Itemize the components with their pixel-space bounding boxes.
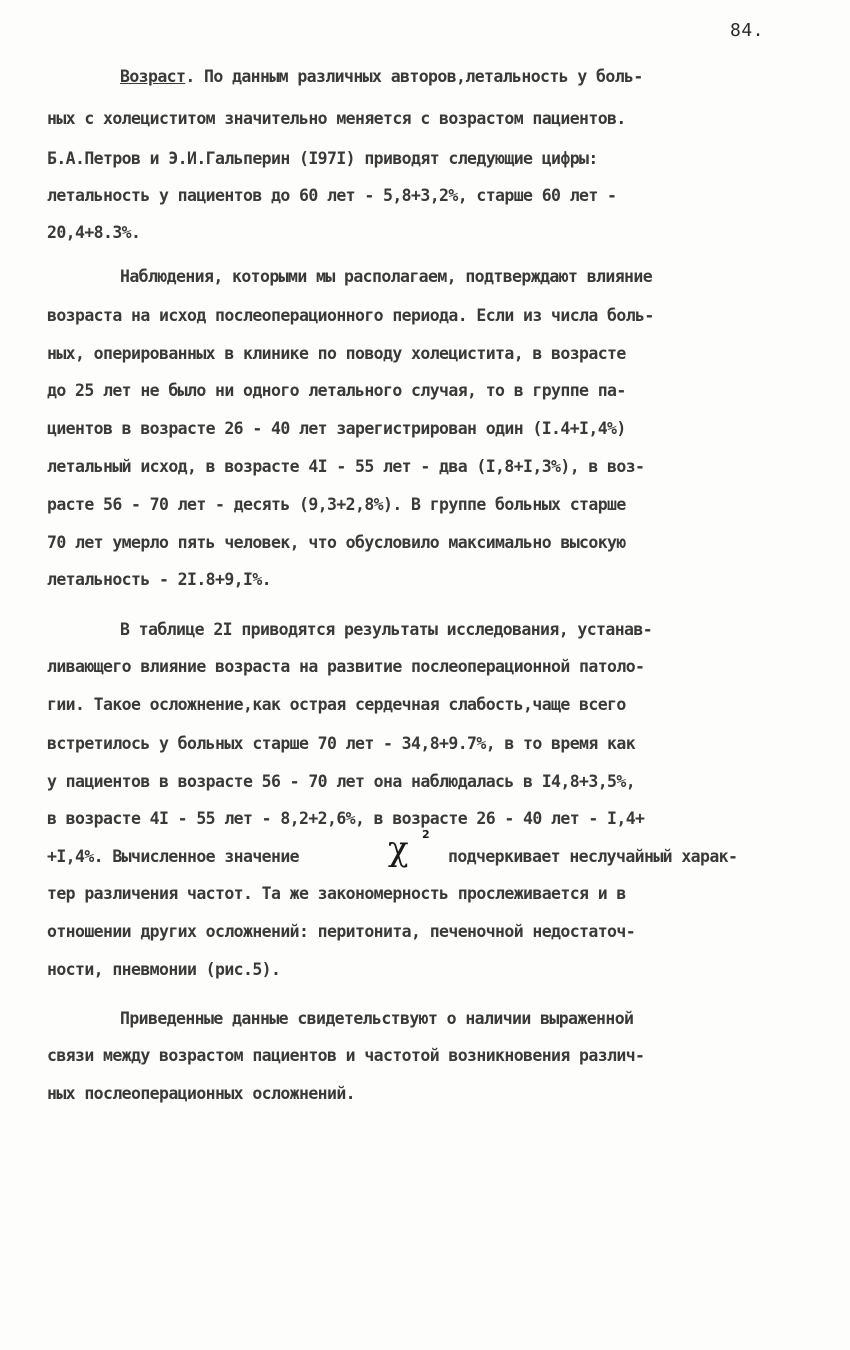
paragraph-2-line-3: ных, оперированных в клинике по поводу холецистита, в возрасте bbox=[47, 344, 626, 363]
paragraph-2-line-1: Наблюдения, которыми мы располагаем, подтверждают влияние bbox=[120, 267, 653, 286]
paragraph-3-line-5: у пациентов в возрасте 56 - 70 лет она наблюдалась в I4,8+3,5%, bbox=[47, 772, 636, 791]
paragraph-2-line-4: до 25 лет не было ни одного летального случая, то в группе па- bbox=[47, 381, 626, 400]
paragraph-4-line-1: Приведенные данные свидетельствуют о наличии выраженной bbox=[120, 1009, 634, 1028]
paragraph-3-line-3: гии. Такое осложнение,как острая сердечная слабость,чаще всего bbox=[47, 695, 626, 714]
paragraph-3-line-2: ливающего влияние возраста на развитие послеоперационной патоло- bbox=[47, 657, 645, 676]
paragraph-3-line-10: ности, пневмонии (рис.5). bbox=[47, 960, 281, 979]
section-heading: Возраст bbox=[120, 67, 186, 86]
paragraph-2-line-9: летальность - 2I.8+9,I%. bbox=[47, 570, 272, 589]
paragraph-2-line-6: летальный исход, в возрасте 4I - 55 лет - два (I,8+I,3%), в воз- bbox=[47, 457, 645, 476]
paragraph-3-line-7b: подчеркивает неслучайный харак- bbox=[448, 847, 738, 866]
paragraph-3-line-9: отношении других осложнений: перитонита, печеночной недостаточ- bbox=[47, 922, 636, 941]
paragraph-3-line-8: тер различения частот. Та же закономерность прослеживается и в bbox=[47, 884, 626, 903]
paragraph-3-line-7a: +I,4%. Вычисленное значение bbox=[47, 847, 300, 866]
paragraph-3-line-4: встретилось у больных старше 70 лет - 34,8+9.7%, в то время как bbox=[47, 734, 636, 753]
paragraph-4-line-3: ных послеоперационных осложнений. bbox=[47, 1084, 356, 1103]
page-number: 84. bbox=[730, 20, 765, 41]
paragraph-2-line-8: 70 лет умерло пять человек, что обусловило максимально высокую bbox=[47, 533, 626, 552]
paragraph-1-line-2: ных с холециститом значительно меняется с возрастом пациентов. bbox=[47, 109, 626, 128]
chi-square-symbol: χ bbox=[388, 829, 409, 869]
paragraph-2-line-5: циентов в возрасте 26 - 40 лет зарегистрирован один (I.4+I,4%) bbox=[47, 419, 626, 438]
paragraph-2-line-2: возраста на исход послеоперационного периода. Если из числа боль- bbox=[47, 306, 654, 325]
chi-square-superscript: 2 bbox=[422, 828, 430, 841]
paragraph-2-line-7: расте 56 - 70 лет - десять (9,3+2,8%). В группе больных старше bbox=[47, 495, 626, 514]
paragraph-1-line-1-text: . По данным различных авторов,летальность у боль- bbox=[185, 67, 643, 86]
paragraph-1-line-1 bbox=[120, 66, 643, 88]
paragraph-4-line-2: связи между возрастом пациентов и частотой возникновения различ- bbox=[47, 1046, 645, 1065]
paragraph-1-line-3: Б.А.Петров и Э.И.Гальперин (I97I) приводят следующие цифры: bbox=[47, 149, 598, 168]
paragraph-3-line-1: В таблице 2I приводятся результаты исследования, устанав- bbox=[120, 620, 653, 639]
paragraph-1-line-4: летальность у пациентов до 60 лет - 5,8+3,2%, старше 60 лет - bbox=[47, 186, 617, 205]
paragraph-1-line-5: 20,4+8.3%. bbox=[47, 223, 141, 242]
paragraph-3-line-6: в возрасте 4I - 55 лет - 8,2+2,6%, в возрасте 26 - 40 лет - I,4+ bbox=[47, 809, 645, 828]
